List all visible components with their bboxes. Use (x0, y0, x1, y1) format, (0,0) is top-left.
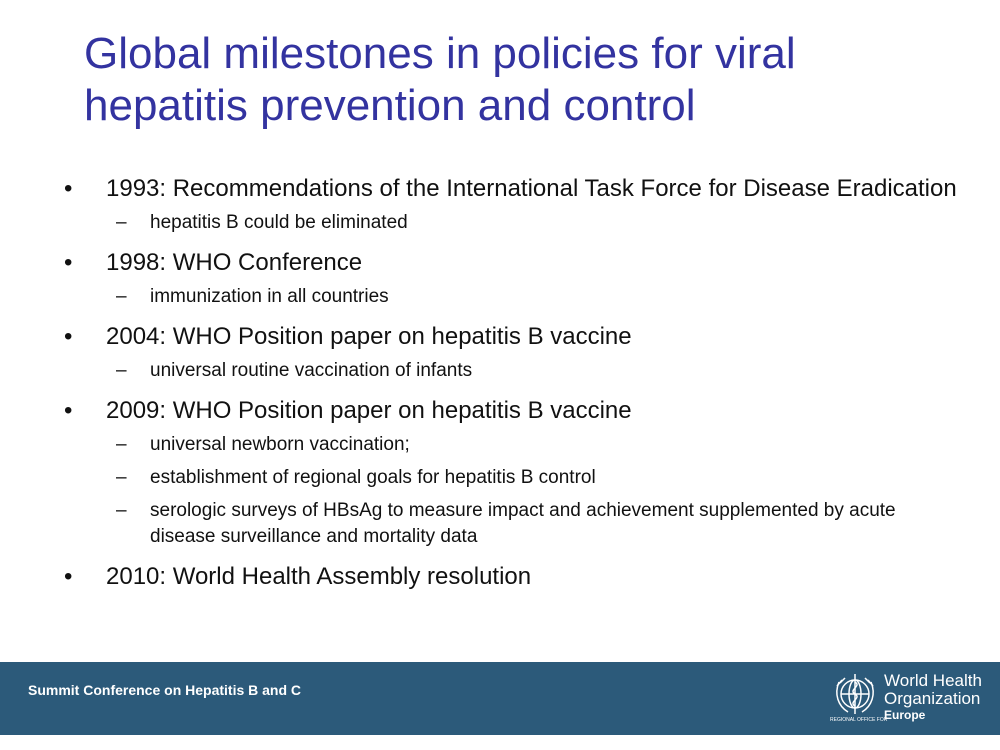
milestone-text: 1993: Recommendations of the International Task Force for Disease Eradication (106, 175, 957, 202)
who-line-1: World Health (884, 671, 982, 690)
bullet: • (64, 323, 73, 350)
milestone-item (64, 560, 964, 594)
who-regional-office-label: REGIONAL OFFICE FOR (830, 717, 888, 723)
who-emblem-icon (830, 670, 880, 720)
subitem-text: serologic surveys of HBsAg to measure impact and achievement supplemented by acute disease surveillance and mortality data (150, 500, 896, 547)
bullet: • (64, 397, 73, 424)
who-wordmark (884, 672, 982, 722)
milestone-list (64, 172, 964, 594)
subitem-text: universal newborn vaccination; (150, 434, 410, 455)
footer-text: Summit Conference on Hepatitis B and C (28, 682, 302, 698)
title-line-1: Global milestones in policies for viral (84, 29, 796, 78)
milestone-item (64, 172, 964, 206)
dash: – (116, 286, 127, 307)
milestone-subitem (64, 465, 964, 491)
milestone-text: 1998: WHO Conference (106, 249, 363, 276)
milestone-subitem (64, 432, 964, 458)
subitem-text: immunization in all countries (150, 286, 389, 307)
milestone-text: 2009: WHO Position paper on hepatitis B vaccine (106, 397, 632, 424)
who-line-2: Organization (884, 689, 981, 708)
dash: – (116, 500, 127, 521)
milestone-item (64, 320, 964, 354)
bullet: • (64, 249, 73, 276)
who-region: Europe (884, 708, 926, 722)
milestone-subitem (64, 284, 964, 310)
bullet: • (64, 175, 73, 202)
title-line-2: hepatitis prevention and control (84, 81, 696, 130)
dash: – (116, 434, 127, 455)
dash: – (116, 467, 127, 488)
dash: – (116, 212, 127, 233)
dash: – (116, 360, 127, 381)
subitem-text: hepatitis B could be eliminated (150, 212, 408, 233)
milestone-subitem (64, 498, 964, 550)
who-logo (830, 668, 990, 730)
milestone-item (64, 394, 964, 428)
milestone-subitem (64, 358, 964, 384)
milestone-text: 2004: WHO Position paper on hepatitis B vaccine (106, 323, 632, 350)
slide-title (84, 28, 964, 132)
milestone-item (64, 246, 964, 280)
footer-bar (0, 662, 1000, 735)
milestone-text: 2010: World Health Assembly resolution (106, 563, 532, 590)
bullet: • (64, 563, 73, 590)
subitem-text: establishment of regional goals for hepatitis B control (150, 467, 596, 488)
subitem-text: universal routine vaccination of infants (150, 360, 473, 381)
milestone-subitem (64, 210, 964, 236)
